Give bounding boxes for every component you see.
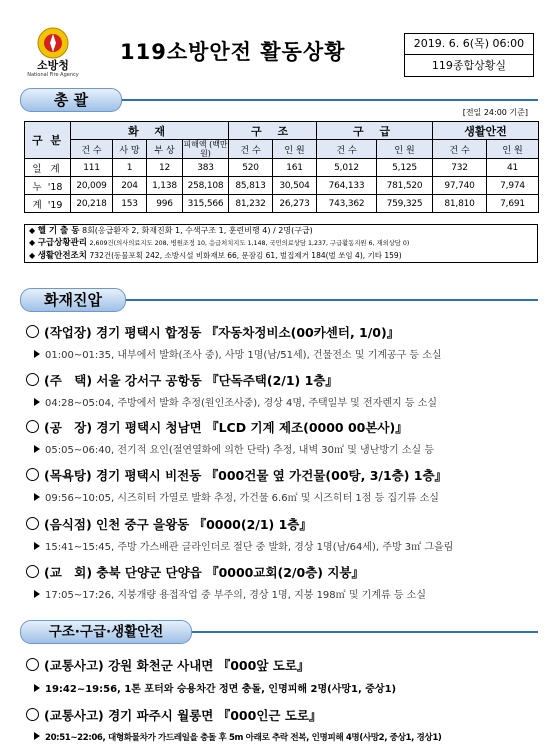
table-cell: 153 — [113, 195, 147, 213]
row-label-text: 계 — [32, 199, 42, 211]
summary-notes — [24, 224, 538, 263]
table-cell: 20,218 — [71, 195, 113, 213]
table-cell: 383 — [183, 159, 229, 177]
row-label: 일 계 — [25, 159, 71, 177]
circle-bullet-icon — [26, 373, 39, 386]
circle-bullet-icon — [26, 565, 39, 578]
group-rescue: 구 조 — [229, 122, 317, 140]
rescue-item — [26, 656, 309, 674]
report-date: 2019. 6. 6(목) 06:00 — [405, 34, 533, 55]
arrow-right-icon — [34, 493, 40, 501]
fires-divider — [126, 299, 538, 301]
summary-divider — [122, 99, 538, 101]
circle-bullet-icon — [26, 708, 39, 721]
agency-logo — [14, 26, 92, 84]
table-cell: 12 — [147, 159, 183, 177]
summary-banner: 총 괄 — [20, 88, 122, 112]
rescue-detail-text: 20:51~22:06, 대형화물차가 가드레일을 충돌 후 5m 아래로 추락 전복, 인명피해 4명(사망2, 중상1, 경상1) — [45, 733, 442, 743]
fire-item — [26, 323, 399, 341]
subheader: 건 수 — [433, 140, 487, 159]
fire-agency-emblem-icon — [33, 26, 73, 60]
table-cell: 764,133 — [317, 177, 377, 195]
table-cell: 7,974 — [487, 177, 539, 195]
stats-table — [24, 121, 539, 213]
subheader: 건 수 — [317, 140, 377, 159]
page-title: 119소방안전 활동상황 — [120, 40, 346, 64]
note-label: 헬 기 출 동 — [37, 226, 80, 236]
circle-bullet-icon — [26, 468, 39, 481]
row-year: '18 — [47, 181, 63, 193]
subheader: 사 망 — [113, 140, 147, 159]
logo-text: 소방청 — [37, 59, 69, 72]
rescue-item-title: (교통사고) 강원 화천군 사내면 『000앞 도로』 — [44, 658, 310, 673]
circle-bullet-icon — [26, 517, 39, 530]
note-label: 구급상황관리 — [37, 238, 87, 249]
arrow-right-icon — [34, 732, 40, 740]
row-label — [25, 195, 71, 213]
table-cell: 204 — [113, 177, 147, 195]
fire-item — [26, 563, 364, 581]
fire-detail-text: 17:05~17:26, 지붕개량 용접작업 중 부주의, 경상 1명, 지붕 198㎡ 및 기계류 등 소실 — [45, 590, 426, 601]
arrow-right-icon — [34, 445, 40, 453]
table-cell: 20,009 — [71, 177, 113, 195]
arrow-right-icon — [34, 398, 40, 406]
row-year: '19 — [47, 199, 63, 211]
note-text: 732건(동물포획 242, 소방시설 비화재보 66, 문잠김 61, 벌집제거 184(벌 쏘임 4), 기타 159) — [89, 250, 402, 260]
table-cell: 520 — [229, 159, 273, 177]
group-ems: 구 급 — [317, 122, 433, 140]
arrow-right-icon — [34, 590, 40, 598]
note-row: ◆ 헬 기 출 동 8회(응급환자 2, 화재진화 1, 수색구조 1, 훈련비행 4) / 2명(구급) — [29, 226, 313, 236]
fires-banner: 화재진압 — [20, 288, 126, 312]
subheader: 인 원 — [377, 140, 433, 159]
row-label-text: 누 — [32, 181, 42, 193]
table-cell: 315,566 — [183, 195, 229, 213]
rescue-item-detail — [34, 680, 396, 695]
note-text: 2,609건(의사의료지도 208, 병원조정 10, 응급처치지도 1,148, 국민의료상담 1,237, 구급활동지원 6, 재외상담 0) — [89, 240, 410, 248]
table-cell: 1 — [113, 159, 147, 177]
rescue-detail-text: 19:42~19:56, 1톤 포터와 승용차간 정면 충돌, 인명피해 2명(사망1, 중상1) — [45, 684, 397, 695]
col-label: 구 분 — [25, 122, 71, 159]
fire-item — [26, 466, 447, 484]
report-dept: 119종합상황실 — [431, 59, 507, 72]
table-cell: 732 — [433, 159, 487, 177]
table-cell: 111 — [71, 159, 113, 177]
note-text: 8회(응급환자 2, 화재진화 1, 수색구조 1, 훈련비행 4) / 2명(구급) — [81, 226, 313, 235]
note-row: ◆ 구급상황관리 2,609건(의사의료지도 208, 병원조정 10, 응급처치지도 1,148, 국민의료상담 1,237, 구급활동지원 6, 재외상담 0) — [29, 238, 410, 249]
table-cell: 7,691 — [487, 195, 539, 213]
group-fire: 화 재 — [71, 122, 229, 140]
table-cell: 41 — [487, 159, 539, 177]
fire-item-detail — [34, 538, 453, 553]
note-row: ◆ 생활안전조치 732건(동물포획 242, 소방시설 비화재보 66, 문잠김 61, 벌집제거 184(벌 쏘임 4), 기타 159) — [29, 250, 402, 261]
fire-item — [26, 418, 408, 436]
rescue-banner: 구조·구급·생활안전 — [20, 620, 192, 644]
table-cell: 97,740 — [433, 177, 487, 195]
subheader: 인 원 — [487, 140, 539, 159]
arrow-right-icon — [34, 542, 40, 550]
fire-item-detail — [34, 346, 442, 361]
table-cell: 161 — [273, 159, 317, 177]
fire-item-title: (작업장) 경기 평택시 합정동 『자동차정비소(00카센터, 1/0)』 — [44, 325, 400, 340]
subheader: 인 원 — [273, 140, 317, 159]
table-cell: 5,012 — [317, 159, 377, 177]
note-label: 생활안전조치 — [37, 250, 87, 261]
table-cell: 26,273 — [273, 195, 317, 213]
table-cell: 5,125 — [377, 159, 433, 177]
group-life-safety: 생활안전 — [433, 122, 539, 140]
subheader: 건 수 — [71, 140, 113, 159]
circle-bullet-icon — [26, 420, 39, 433]
circle-bullet-icon — [26, 325, 39, 338]
table-cell: 81,232 — [229, 195, 273, 213]
arrow-right-icon — [34, 350, 40, 358]
table-cell: 85,813 — [229, 177, 273, 195]
fire-item-title: (음식점) 인천 중구 을왕동 『0000(2/1) 1층』 — [44, 517, 312, 532]
fire-detail-text: 05:05~06:40, 전기적 요인(절연열화에 의한 단락) 추정, 내벽 30㎡ 및 냉난방기 소실 등 — [45, 445, 435, 456]
fire-detail-text: 01:00~01:35, 내부에서 발화(조사 중), 사망 1명(남/51세), 건물전소 및 기계공구 등 소실 — [45, 350, 442, 361]
table-cell: 759,325 — [377, 195, 433, 213]
fire-item-title: (주 택) 서울 강서구 공항동 『단독주택(2/1) 1층』 — [44, 373, 338, 388]
rescue-item-detail — [34, 731, 441, 743]
fire-item-detail — [34, 586, 426, 601]
fire-detail-text: 15:41~15:45, 주방 가스배관 글라인더로 절단 중 발화, 경상 1명(남/64세), 주방 3㎡ 그을림 — [45, 542, 454, 553]
rescue-divider — [192, 631, 538, 633]
fire-item — [26, 515, 312, 533]
table-cell: 1,138 — [147, 177, 183, 195]
fire-detail-text: 04:28~05:04, 주방에서 발화 추정(원인조사중), 경상 4명, 주택일부 및 전자렌지 등 소실 — [45, 398, 437, 409]
table-cell: 996 — [147, 195, 183, 213]
rescue-item-title: (교통사고) 경기 파주시 월롱면 『000인근 도로』 — [44, 708, 322, 723]
date-box — [404, 33, 534, 77]
fire-item — [26, 371, 338, 389]
subheader: 부 상 — [147, 140, 183, 159]
arrow-right-icon — [34, 684, 40, 692]
row-label — [25, 177, 71, 195]
fire-item-title: (목욕탕) 경기 평택시 비전동 『000건물 옆 가건물(00탕, 3/1층) 1층』 — [44, 468, 448, 483]
fire-item-title: (공 장) 경기 평택시 청남면 『LCD 기계 제조(0000 00본사)』 — [44, 420, 408, 435]
table-cell: 30,504 — [273, 177, 317, 195]
table-cell: 258,108 — [183, 177, 229, 195]
fire-item-detail — [34, 441, 434, 456]
table-cell: 781,520 — [377, 177, 433, 195]
subheader: 피해액 (백만원) — [183, 140, 228, 158]
table-cell: 81,810 — [433, 195, 487, 213]
basis-note: [전일 24:00 기준] — [462, 108, 528, 117]
logo-subtext: National Fire Agency — [27, 72, 79, 78]
fire-item-title: (교 회) 충북 단양군 단양읍 『0000교회(2/0층) 지붕』 — [44, 565, 364, 580]
fire-item-detail — [34, 489, 439, 504]
fire-item-detail — [34, 394, 437, 409]
fire-detail-text: 09:56~10:05, 시즈히터 가열로 발화 추정, 가건물 6.6㎡ 및 시즈히터 1점 등 집기류 소실 — [45, 493, 439, 504]
table-cell: 743,362 — [317, 195, 377, 213]
subheader: 건 수 — [229, 140, 273, 159]
rescue-item — [26, 706, 321, 724]
circle-bullet-icon — [26, 658, 39, 671]
